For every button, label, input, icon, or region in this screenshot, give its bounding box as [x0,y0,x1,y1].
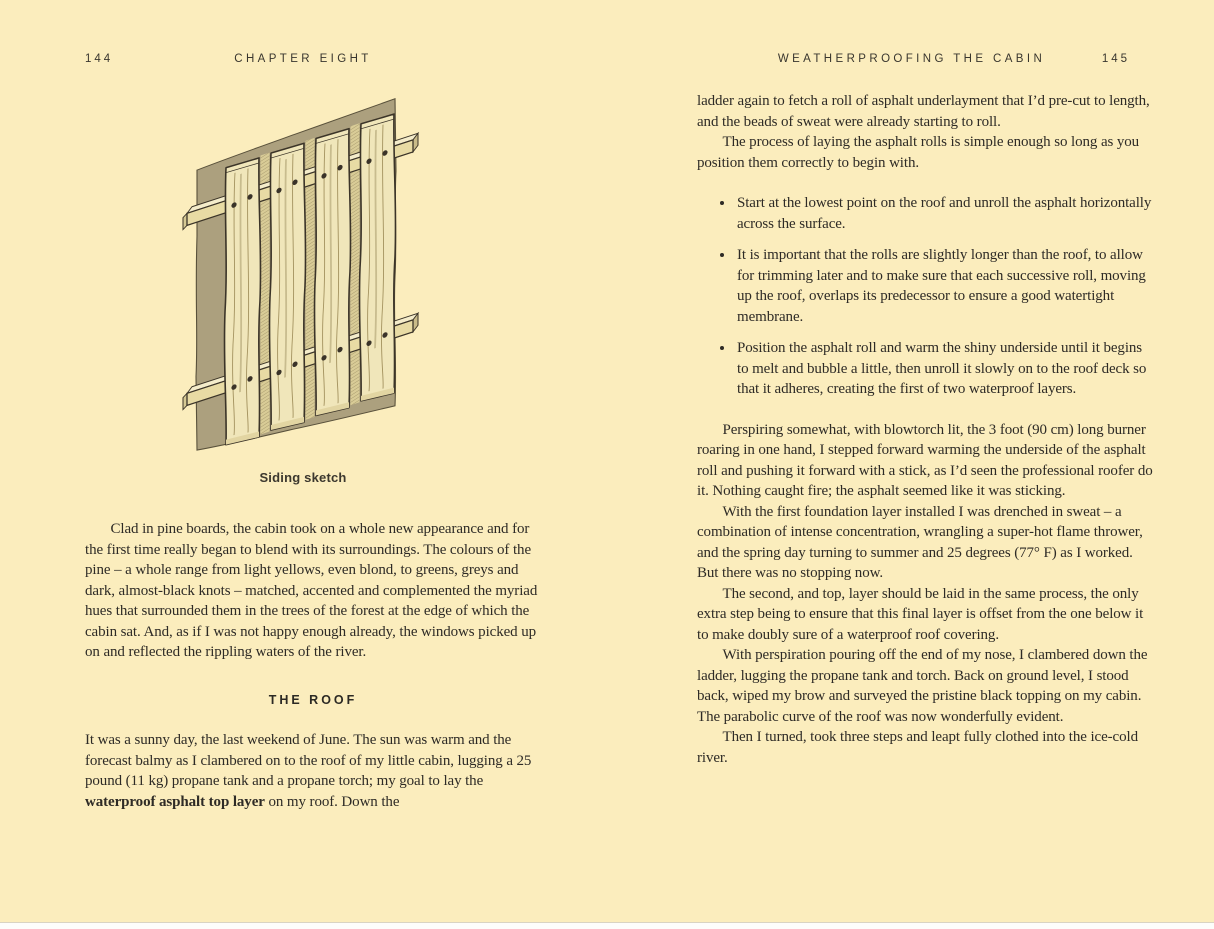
right-running-head: WEATHERPROOFING THE CABIN [777,53,1046,65]
paragraph [85,730,541,812]
paragraph: ladder again to fetch a roll of asphalt underlayment that I’d pre-cut to length, and the beads of sweat were already starting to roll. [697,93,1150,130]
illustration-caption: Siding sketch [259,470,347,485]
paragraph: Perspiring somewhat, with blowtorch lit, the 3 foot (90 cm) long burner roaring in one hand, I stepped forward warming the underside of the asphalt roll and pushing it forward with a stick, as I’d seen the professional roofer do it. Nothing caught fire; the asphalt seemed like it was sticking. [697,421,1153,499]
bullet-item: • Start at the lowest point on the roof and unroll the asphalt horizontally across the surface. [735,193,1154,234]
right-page-number: 145 [1101,53,1130,65]
section-heading: THE ROOF [268,692,358,707]
paragraph: With perspiration pouring off the end of my nose, I clambered down the ladder, lugging the propane tank and torch. Back on ground level, I stood back, wiped my brow and surveyed the pristine black topping on my cabin. The parabolic curve of the roof was now wonderfully evident. [697,647,1148,725]
paragraph-text: It was a sunny day, the last weekend of June. The sun was warm and the forecast balmy as I clambered on to the roof of my little cabin, lugging a 25 pound (11 kg) propane tank and a propane torch; my goal to lay the [85,732,532,789]
paragraph: Clad in pine boards, the cabin took on a whole new appearance and for the first time really began to blend with its surroundings. The colours of the pine – a whole range from light yellows, even blond, to greens, greys and dark, almost-black knots – matched, accented and complemented the myriad hues that surrounded them in the trees of the forest at the edge of which the cabin sat. And, as if I was not happy enough already, the windows picked up on and reflected the rippling waters of the river. [85,521,538,660]
left-running-head: CHAPTER EIGHT [234,53,372,65]
paragraph: The process of laying the asphalt rolls is simple enough so long as you position them correctly to begin with. [697,134,1140,171]
paragraph: Then I turned, took three steps and leapt fully clothed into the ice-cold river. [697,729,1138,766]
paragraph-text: on my roof. Down the [264,793,400,810]
bullet-item: • It is important that the rolls are slightly longer than the roof, to allow for trimming later and to make sure that each successive roll, moving up the roof, overlaps its predecessor to ensure a good watertight membrane. [735,245,1154,327]
bullet-item: • Position the asphalt roll and warm the shiny underside until it begins to melt and bubble a little, then unroll it slowly on to the roof deck so that it adheres, creating the first of two waterproof layers. [735,338,1154,400]
left-page-body [85,519,541,812]
bullet-list [697,193,1154,400]
page-bottom-edge [0,922,1214,929]
bold-phrase: waterproof asphalt top layer [85,793,265,810]
siding-illustration [160,85,460,465]
right-page-body [697,91,1154,768]
paragraph: With the first foundation layer installed I was drenched in sweat – a combination of intense concentration, wrangling a super-hot flame thrower, and the spring day turning to summer and 25 degrees (77° F) as I worked. But there was no stopping now. [697,503,1143,581]
paragraph: The second, and top, layer should be laid in the same process, the only extra step being to ensure that this final layer is offset from the one below it to make doubly sure of a waterproof roof covering. [697,585,1144,643]
left-page-number: 144 [85,53,114,65]
